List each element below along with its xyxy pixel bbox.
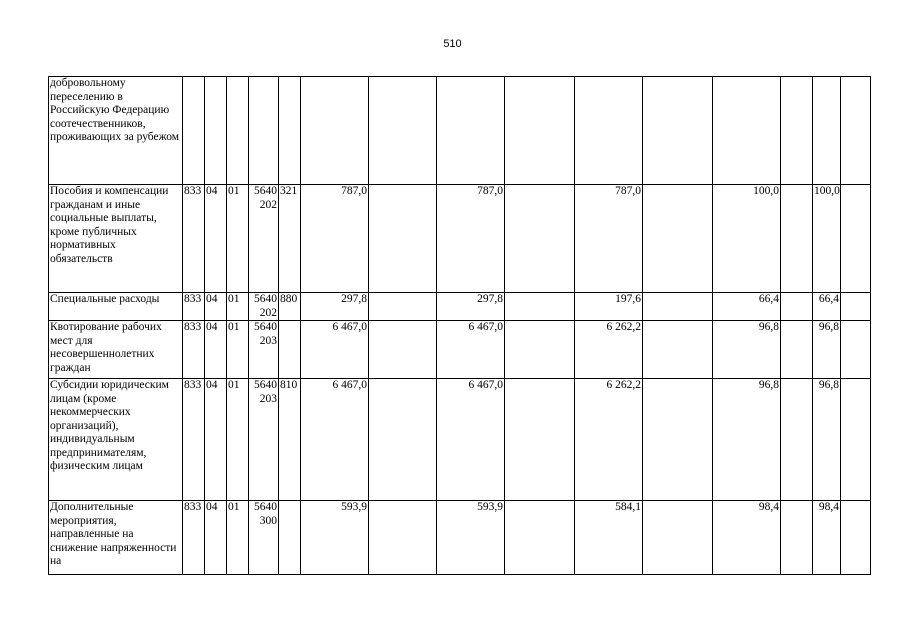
empty-cell <box>781 293 813 321</box>
empty-cell <box>781 501 813 575</box>
budget-table-body <box>49 77 871 575</box>
rz-code-cell: 04 <box>205 293 227 321</box>
plan-amount-cell <box>301 77 369 185</box>
page-number: 510 <box>443 38 462 50</box>
pr-code-cell <box>227 77 249 185</box>
vr-code-cell <box>279 501 301 575</box>
table-row <box>49 501 871 575</box>
empty-cell <box>369 321 437 379</box>
empty-cell <box>369 293 437 321</box>
percent-plan-cell: 98,4 <box>713 501 781 575</box>
empty-cell <box>643 185 713 293</box>
fact-amount-cell <box>575 77 643 185</box>
fact-amount-cell: 6 262,2 <box>575 379 643 501</box>
empty-cell <box>505 501 575 575</box>
empty-cell <box>369 379 437 501</box>
table-row <box>49 293 871 321</box>
empty-cell <box>643 379 713 501</box>
empty-cell <box>369 185 437 293</box>
empty-cell <box>781 77 813 185</box>
ved-code-cell: 833 <box>183 501 205 575</box>
plan-amount-cell: 6 467,0 <box>301 321 369 379</box>
budget-table <box>48 76 871 575</box>
fact-amount-cell: 787,0 <box>575 185 643 293</box>
percent-revised-cell: 96,8 <box>813 379 841 501</box>
vr-code-cell: 880 <box>279 293 301 321</box>
row-name-cell: Специальные расходы <box>49 293 183 321</box>
plan-revised-amount-cell: 593,9 <box>437 501 505 575</box>
empty-cell <box>841 293 871 321</box>
pr-code-cell: 01 <box>227 321 249 379</box>
table-row <box>49 77 871 185</box>
percent-plan-cell <box>713 77 781 185</box>
rz-code-cell: 04 <box>205 321 227 379</box>
empty-cell <box>369 77 437 185</box>
percent-revised-cell: 100,0 <box>813 185 841 293</box>
empty-cell <box>643 321 713 379</box>
percent-plan-cell: 66,4 <box>713 293 781 321</box>
rz-code-cell: 04 <box>205 379 227 501</box>
percent-plan-cell: 96,8 <box>713 321 781 379</box>
pr-code-cell: 01 <box>227 293 249 321</box>
table-row <box>49 185 871 293</box>
plan-revised-amount-cell: 297,8 <box>437 293 505 321</box>
rz-code-cell: 04 <box>205 185 227 293</box>
fact-amount-cell: 584,1 <box>575 501 643 575</box>
rz-code-cell <box>205 77 227 185</box>
fact-amount-cell: 197,6 <box>575 293 643 321</box>
empty-cell <box>505 77 575 185</box>
csr-code-cell: 5640 203 <box>249 321 279 379</box>
vr-code-cell <box>279 321 301 379</box>
csr-code-cell: 5640 203 <box>249 379 279 501</box>
empty-cell <box>781 379 813 501</box>
vr-code-cell: 810 <box>279 379 301 501</box>
ved-code-cell: 833 <box>183 321 205 379</box>
empty-cell <box>781 321 813 379</box>
empty-cell <box>781 185 813 293</box>
vr-code-cell: 321 <box>279 185 301 293</box>
percent-revised-cell: 66,4 <box>813 293 841 321</box>
plan-amount-cell: 787,0 <box>301 185 369 293</box>
vr-code-cell <box>279 77 301 185</box>
ved-code-cell: 833 <box>183 185 205 293</box>
pr-code-cell: 01 <box>227 501 249 575</box>
plan-amount-cell: 593,9 <box>301 501 369 575</box>
empty-cell <box>505 321 575 379</box>
empty-cell <box>841 501 871 575</box>
plan-revised-amount-cell: 6 467,0 <box>437 321 505 379</box>
empty-cell <box>505 379 575 501</box>
row-name-cell: Квотирование рабочих мест для несовершеннолетних граждан <box>49 321 183 379</box>
empty-cell <box>643 501 713 575</box>
row-name-cell: Субсидии юридическим лицам (кроме некоммерческих организаций), индивидуальным предпринимателям, физическим лицам <box>49 379 183 501</box>
percent-plan-cell: 96,8 <box>713 379 781 501</box>
empty-cell <box>841 379 871 501</box>
row-name-cell: Дополнительные мероприятия, направленные на снижение напряженности на <box>49 501 183 575</box>
percent-plan-cell: 100,0 <box>713 185 781 293</box>
empty-cell <box>505 293 575 321</box>
csr-code-cell: 5640 300 <box>249 501 279 575</box>
row-name-cell: Пособия и компенсации гражданам и иные социальные выплаты, кроме публичных нормативных обязательств <box>49 185 183 293</box>
empty-cell <box>841 185 871 293</box>
plan-revised-amount-cell: 787,0 <box>437 185 505 293</box>
percent-revised-cell <box>813 77 841 185</box>
empty-cell <box>505 185 575 293</box>
csr-code-cell: 5640 202 <box>249 293 279 321</box>
csr-code-cell <box>249 77 279 185</box>
plan-amount-cell: 6 467,0 <box>301 379 369 501</box>
plan-revised-amount-cell: 6 467,0 <box>437 379 505 501</box>
ved-code-cell: 833 <box>183 293 205 321</box>
csr-code-cell: 5640 202 <box>249 185 279 293</box>
empty-cell <box>643 293 713 321</box>
ved-code-cell <box>183 77 205 185</box>
ved-code-cell: 833 <box>183 379 205 501</box>
percent-revised-cell: 96,8 <box>813 321 841 379</box>
empty-cell <box>841 77 871 185</box>
plan-amount-cell: 297,8 <box>301 293 369 321</box>
plan-revised-amount-cell <box>437 77 505 185</box>
row-name-cell: добровольному переселению в Российскую Федерацию соотечественников, проживающих за рубежом <box>49 77 183 185</box>
fact-amount-cell: 6 262,2 <box>575 321 643 379</box>
table-row <box>49 321 871 379</box>
rz-code-cell: 04 <box>205 501 227 575</box>
pr-code-cell: 01 <box>227 379 249 501</box>
empty-cell <box>841 321 871 379</box>
percent-revised-cell: 98,4 <box>813 501 841 575</box>
table-row <box>49 379 871 501</box>
pr-code-cell: 01 <box>227 185 249 293</box>
empty-cell <box>369 501 437 575</box>
empty-cell <box>643 77 713 185</box>
